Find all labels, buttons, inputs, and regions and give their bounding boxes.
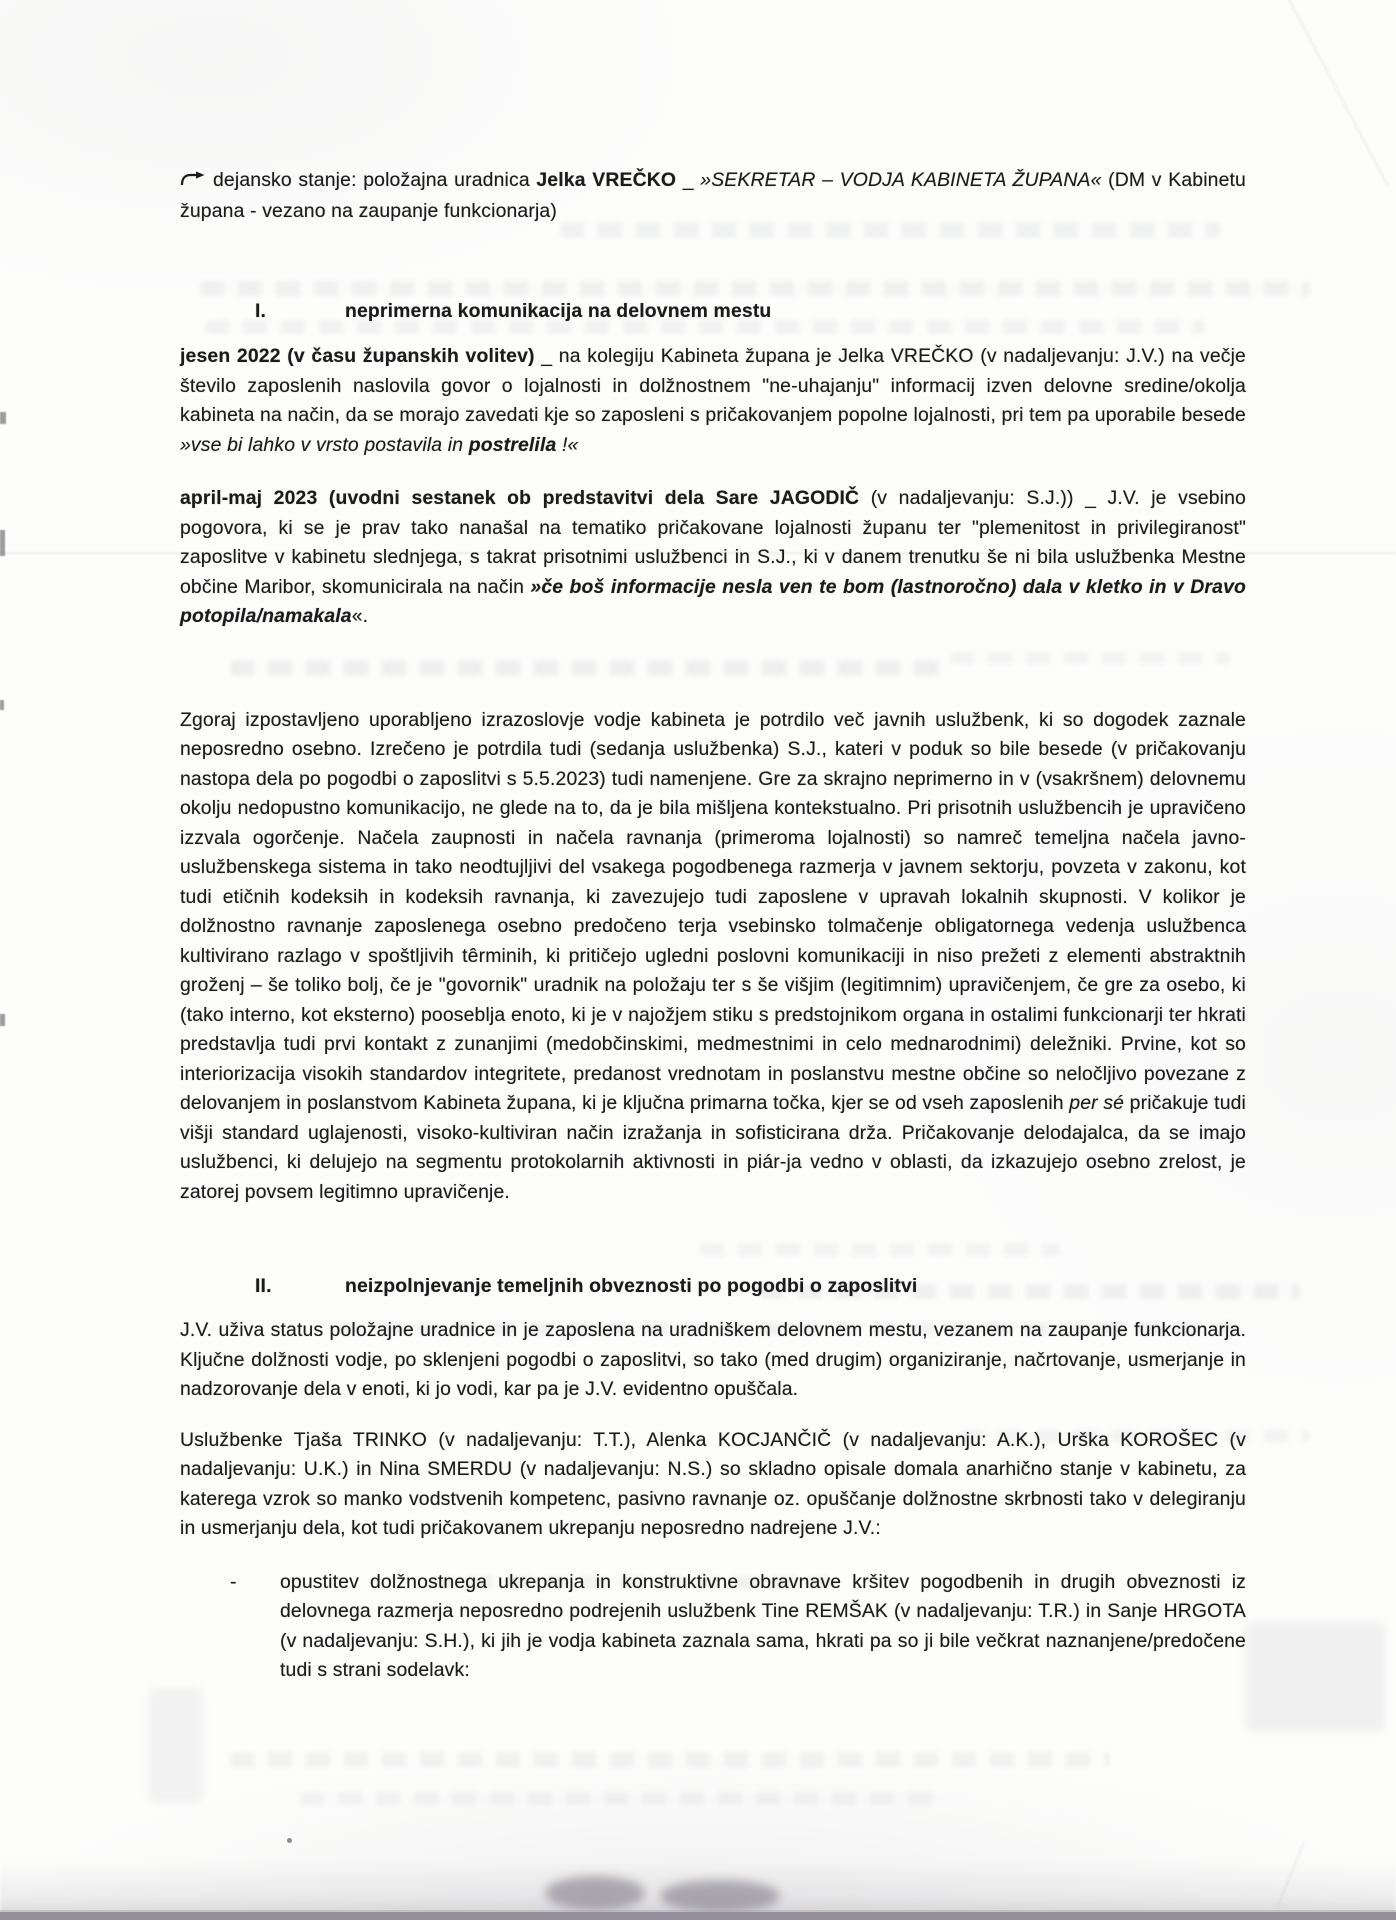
body-text: «. xyxy=(351,605,369,627)
latin-phrase: per sé xyxy=(1069,1092,1125,1114)
scan-edge-mark xyxy=(0,700,4,710)
paragraph-zgoraj xyxy=(180,706,1246,1208)
section-1-number: I. xyxy=(255,300,267,322)
paragraph-jesen-2022 xyxy=(180,342,1246,460)
quoted-speech: »vse bi lahko v vrsto postavila in xyxy=(180,433,469,456)
paper-crease-diagonal xyxy=(1284,0,1389,188)
date-lead: april-maj 2023 (uvodni sestanek ob predstavitvi dela Sare JAGODIČ xyxy=(180,487,860,509)
intro-text: _ xyxy=(676,169,701,191)
body-text: (v nadaljevanju: S.J.)) _ J.V. je vsebino pogovora, ki se je prav tako nanašal na tematiko pričakovane lojalnosti županu ter "plemenitost in privilegiranost" zaposlitve v kabinetu slednjega, s takrat prisotnimi uslužbenci in S.J., ki v danem trenutku še ni bila uslužbenka Mestne občine Maribor, skomunicirala na način xyxy=(180,487,1246,598)
scan-speck xyxy=(287,1838,292,1843)
section-2-heading xyxy=(180,1271,1246,1301)
quoted-speech: !« xyxy=(556,433,579,456)
scan-edge-mark xyxy=(0,530,5,556)
section-2-number: II. xyxy=(255,1275,272,1297)
body-text: Zgoraj izpostavljeno uporabljeno izrazoslovje vodje kabineta je potrdilo več javnih uslužbenk, ki so dogodek zaznale neposredno osebno. Izrečeno je potrdila tudi (sedanja uslužbenka) S.J., kateri v poduk so bile besede (v pričakovanju nastopa dela po pogodbi o zaposlitvi s 5.5.2023) tudi namenjene. Gre za skrajno neprimerno in v (vsakršnem) delovnemu okolju nedopustno komunikacijo, ne glede na to, da je bila mišljena kontekstualno. Pri prisotnih uslužbencih je upravičeno izzvala ogorčenje. Načela zaupnosti in načela ravnanja (primeroma lojalnosti) so namreč temeljna načela javno-uslužbenskega sistema in tako neodtujljivi del vsakega pogodbenega razmerja v javnem sektorju, povzeta v zakonu, kot tudi etičnih kodeksih in kodeksih ravnanja, ki zavezujejo tudi zaposlene v upravah lokalnih skupnosti. V kolikor je dolžnostno ravnanje zaposlenega osebno predočeno terja vsebinsko tolmačenje obligatornega vedenja uslužbenca kultivirano razlago v spoštljivih têrminih, ki pritičejo ugledni poslovni komunikaciji in niso prežeti z elementi abstraktnih groženj – še toliko bolj, če je "govornik" uradnik na položaju ter s še višjim (legitimnim) upravičenjem, če gre za osebo, ki (tako interno, kot eksterno) pooseblja enoto, ki je v najožjem stiku s predstojnikom organa in ostalimi funkcionarji ter hkrati predstavlja tudi prvi kontakt z zunanjimi (medobčinskimi, medmestnimi in celo mednarodnimi) deležniki. Prvine, kot so interiorizacija visokih standardov integritete, predanost vrednotam in poslanstvu mestne občine so neločljivo povezane z delovanjem in poslanstvom Kabineta župana, ki je ključna primarna točka, kjer se od vseh zaposlenih xyxy=(180,708,1246,1114)
scan-edge-mark xyxy=(0,1014,5,1026)
scan-edge-band xyxy=(0,1912,1396,1920)
body-text: _ na kolegiju Kabineta župana je Jelka VREČKO (v nadaljevanju: J.V.) na večje število zaposlenih naslovila govor o lojalnosti in dolžnostnem "ne-uhajanju" informacij izven delovne sredine/okolja kabineta na način, da se morajo zavedati kje so zaposleni s pričakovanjem popolne lojalnosti, pri tem pa uporabile besede xyxy=(180,345,1246,426)
section-1-heading xyxy=(180,296,1246,326)
curved-right-arrow-icon xyxy=(180,167,206,197)
document-content xyxy=(180,166,1246,1686)
paragraph-april-maj-2023 xyxy=(180,484,1246,632)
quoted-speech-emphasis: postrelila xyxy=(468,433,557,456)
ghost-bleed-line xyxy=(300,1792,940,1805)
body-text: pričakuje tudi višji standard uglajenosti, visoko-kultiviran način izražanja in sofisticirana drža. Pričakovanje delodajalca, da se imajo uslužbenci, ki delujejo na segmentu protokolarnih aktivnosti in piár-ja vedno v oblasti, da izkazujejo osebno zrelost, je zatorej povsem legitimno upravičenje. xyxy=(180,1092,1247,1203)
bullet-item xyxy=(180,1568,1246,1686)
section-2-title: neizpolnjevanje temeljnih obveznosti po pogodbi o zaposlitvi xyxy=(345,1275,918,1297)
job-title-quote: »SEKRETAR – VODJA KABINETA ŽUPANA« xyxy=(700,169,1102,191)
quoted-speech-emphasis: »če boš informacije nesla ven te bom (lastnoročno) dala v kletko in v Dravo potopila/namakala xyxy=(180,575,1246,627)
person-name: Jelka VREČKO xyxy=(536,169,677,191)
intro-text: (DM v Kabinetu župana - vezano na zaupanje funkcionarja) xyxy=(180,169,1246,222)
bullet-dash-marker: - xyxy=(230,1570,237,1593)
scan-edge-mark xyxy=(0,412,6,424)
section-1-title: neprimerna komunikacija na delovnem mestu xyxy=(345,300,772,322)
paragraph-jv-status: J.V. uživa status položajne uradnice in je zaposlena na uradniškem delovnem mestu, vezanem na zaupanje funkcionarja. Ključne dolžnosti vodje, po sklenjeni pogodbi o zaposlitvi, so tako (med drugim) organiziranje, načrtovanje, usmerjanje in nadzorovanje dela v enoti, ki jo vodi, kar pa je J.V. evidentno opuščala. xyxy=(180,1319,1246,1400)
scan-bottom-shadow xyxy=(0,1860,1396,1912)
ghost-bleed-line xyxy=(230,1752,1110,1767)
paragraph-usluzbenke: Uslužbenke Tjaša TRINKO (v nadaljevanju: T.T.), Alenka KOCJANČIČ (v nadaljevanju: A.K.), Urška KOROŠEC (v nadaljevanju: U.K.) in Nina SMERDU (v nadaljevanju: N.S.) so skladno opisale domala anarhično stanje v kabinetu, za katerega vzrok so manko vodstvenih kompetenc, pasivno ravnanje oz. opuščanje dolžnostne skrbnosti tako v delegiranju in usmerjanju dela, kot tudi pričakovanem ukrepanju neposredno nadrejene J.V.: xyxy=(180,1428,1246,1539)
bullet-text: opustitev dolžnostnega ukrepanja in konstruktivne obravnave kršitev pogodbenih in drugih obveznosti iz delovnega razmerja neposredno podrejenih uslužbenk Tine REMŠAK (v nadaljevanju: T.R.) in Sanje HRGOTA (v nadaljevanju: S.H.), ki jih je vodja kabineta zaznala sama, hkrati pa so ji bile večkrat naznanjene/predočene tudi s strani sodelavk: xyxy=(280,1570,1246,1681)
intro-text: dejansko stanje: položajna uradnica xyxy=(213,169,537,191)
intro-paragraph xyxy=(180,166,1246,226)
date-lead: jesen 2022 (v času županskih volitev) xyxy=(180,345,535,367)
ghost-bleed-block xyxy=(148,1688,203,1803)
ghost-bleed-block xyxy=(1245,1622,1385,1732)
